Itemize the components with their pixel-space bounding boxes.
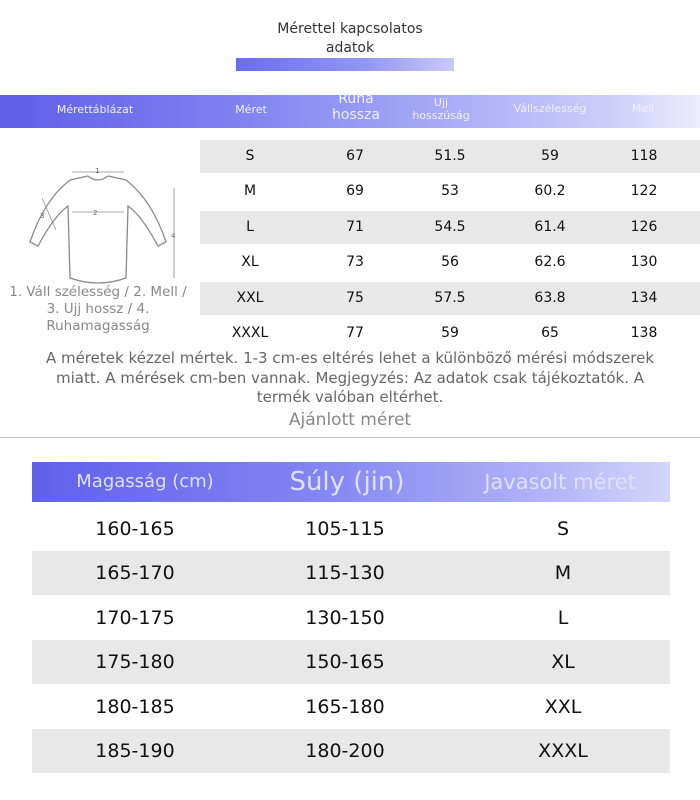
header-size: Méret xyxy=(235,103,267,116)
size-cell: S xyxy=(556,518,570,540)
chest-cell: 118 xyxy=(630,148,658,164)
length-cell: 67 xyxy=(346,148,364,164)
size-cell: XL xyxy=(551,651,575,673)
header-size-chart: Mérettáblázat xyxy=(56,103,134,116)
diagram-mark-4: 4 xyxy=(171,232,176,240)
header-weight: Súly (jin) xyxy=(289,467,405,497)
header-length: Ruha hossza xyxy=(332,91,380,123)
header-suggested-size: Javasolt méret xyxy=(484,470,636,494)
chest-cell: 122 xyxy=(630,183,658,199)
size-cell: XXXL xyxy=(538,740,588,762)
height-cell: 170-175 xyxy=(95,607,175,629)
size-cell: XL xyxy=(241,254,259,270)
size-cell: XXL xyxy=(544,696,582,718)
height-cell: 160-165 xyxy=(95,518,175,540)
size-cell: XXL xyxy=(236,290,264,306)
page-title-text: Mérettel kapcsolatos adatok xyxy=(277,21,423,56)
height-cell: 175-180 xyxy=(95,651,175,673)
length-cell: 77 xyxy=(346,325,364,341)
measurement-note: A méretek kézzel mértek. 1-3 cm-es eltérés lehet a különböző mérési módszerek miatt. A mérések cm-ben vannak. Megjegyzés: Az adatok csak tájékoztatók. A termék valóban eltérhet. xyxy=(45,349,655,406)
size-cell: L xyxy=(557,607,569,629)
weight-cell: 115-130 xyxy=(305,562,385,584)
size-cell: S xyxy=(245,148,255,164)
size-cell: M xyxy=(554,562,572,584)
page-title xyxy=(0,20,700,58)
shoulder-cell: 62.6 xyxy=(534,254,566,270)
diagram-mark-1: 1 xyxy=(95,167,100,175)
shoulder-cell: 61.4 xyxy=(534,219,566,235)
size-table-header xyxy=(0,91,700,128)
diagram-mark-2: 2 xyxy=(93,209,98,217)
chest-cell: 134 xyxy=(630,290,658,306)
shoulder-cell: 59 xyxy=(541,148,559,164)
diagram-mark-3: 3 xyxy=(40,212,45,220)
weight-cell: 150-165 xyxy=(305,651,385,673)
sleeve-cell: 54.5 xyxy=(434,219,466,235)
sleeve-cell: 56 xyxy=(441,254,459,270)
header-sleeve: Ujj hosszúság xyxy=(412,96,470,122)
weight-cell: 130-150 xyxy=(305,607,385,629)
measurement-legend: 1. Váll szélesség / 2. Mell / 3. Ujj hossz / 4. Ruhamagasság xyxy=(9,284,187,334)
length-cell: 73 xyxy=(346,254,364,270)
recommend-title: Ajánlott méret xyxy=(288,410,412,430)
height-cell: 180-185 xyxy=(95,696,175,718)
length-cell: 69 xyxy=(346,183,364,199)
title-accent-bar xyxy=(236,58,454,71)
section-divider xyxy=(0,437,700,438)
chest-cell: 138 xyxy=(630,325,658,341)
height-cell: 185-190 xyxy=(95,740,175,762)
shoulder-cell: 63.8 xyxy=(534,290,566,306)
sleeve-cell: 59 xyxy=(441,325,459,341)
header-chest: Mell xyxy=(631,102,655,115)
size-cell: L xyxy=(246,219,254,235)
weight-cell: 180-200 xyxy=(305,740,385,762)
header-height: Magasság (cm) xyxy=(76,471,214,492)
length-cell: 71 xyxy=(346,219,364,235)
size-cell: XXXL xyxy=(231,325,269,341)
weight-cell: 165-180 xyxy=(305,696,385,718)
recommend-table-header xyxy=(32,462,670,502)
header-shoulder: Vállszélesség xyxy=(513,102,587,115)
long-sleeve-shirt-diagram-icon xyxy=(18,160,188,290)
shoulder-cell: 60.2 xyxy=(534,183,566,199)
weight-cell: 105-115 xyxy=(305,518,385,540)
chest-cell: 126 xyxy=(630,219,658,235)
shoulder-cell: 65 xyxy=(541,325,559,341)
sleeve-cell: 57.5 xyxy=(434,290,466,306)
chest-cell: 130 xyxy=(630,254,658,270)
size-cell: M xyxy=(243,183,257,199)
length-cell: 75 xyxy=(346,290,364,306)
height-cell: 165-170 xyxy=(95,562,175,584)
sleeve-cell: 53 xyxy=(441,183,459,199)
sleeve-cell: 51.5 xyxy=(434,148,466,164)
